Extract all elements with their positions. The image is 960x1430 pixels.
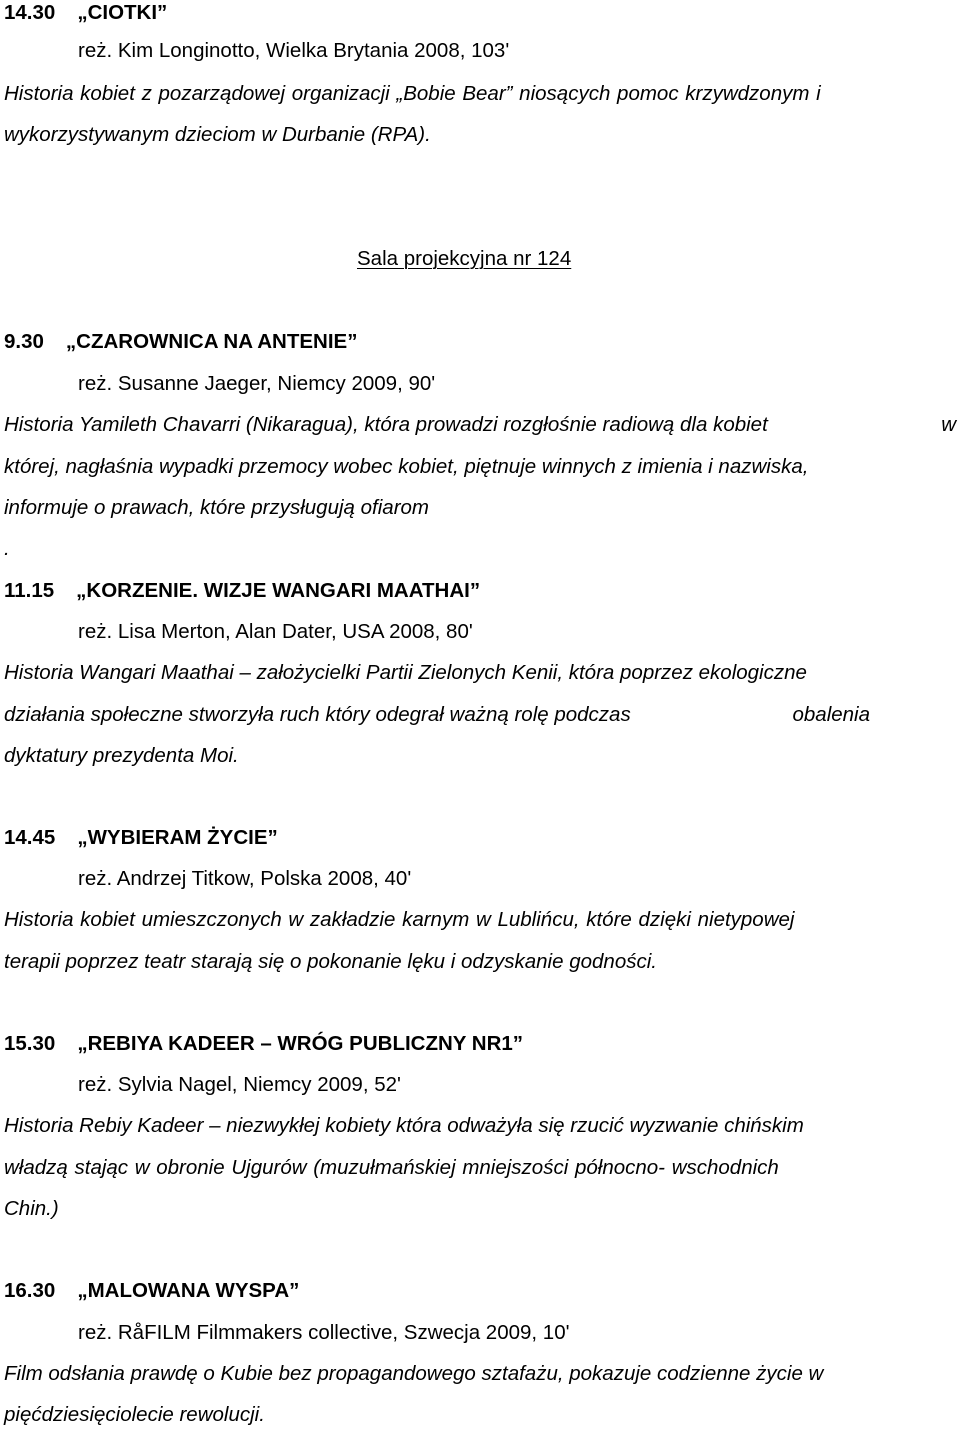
description-text: działania społeczne stworzyła ruch który odegrał ważną rolę podczas	[4, 703, 631, 726]
director-line: reż. Sylvia Nagel, Niemcy 2009, 52'	[78, 1073, 401, 1096]
description-line: której, nagłaśnia wypadki przemocy wobec kobiet, piętnuje winnych z imienia i nazwiska,	[4, 455, 809, 478]
film-title: „CZAROWNICA NA ANTENIE”	[65, 330, 358, 353]
screening-time: 11.15	[4, 579, 55, 602]
film-title: „CIOTKI”	[77, 1, 168, 24]
description-line: władzą stając w obronie Ujgurów (muzułmańskiej mniejszości północno- wschodnich	[4, 1156, 779, 1179]
screening-time: 15.30	[4, 1032, 56, 1055]
description-line: Film odsłania prawdę o Kubie bez propagandowego sztafażu, pokazuje codzienne życie w	[4, 1362, 824, 1385]
film-title: „MALOWANA WYSPA”	[77, 1279, 300, 1302]
description-line: Historia Rebiy Kadeer – niezwykłej kobiety która odważyła się rzucić wyzwanie chińskim	[4, 1114, 804, 1137]
description-line: Chin.)	[4, 1197, 59, 1220]
description-line: wykorzystywanym dzieciom w Durbanie (RPA).	[4, 123, 431, 146]
screening-heading	[4, 0, 167, 26]
screening-time: 14.45	[4, 826, 56, 849]
description-line: dyktatury prezydenta Moi.	[4, 744, 239, 767]
screening-time: 16.30	[4, 1279, 56, 1302]
description-line: terapii poprzez teatr starają się o pokonanie lęku i odzyskanie godności.	[4, 950, 657, 973]
director-line: reż. Kim Longinotto, Wielka Brytania 2008, 103'	[78, 39, 510, 62]
description-line: pięćdziesięciolecie rewolucji.	[4, 1403, 265, 1426]
description-line: .	[4, 537, 10, 560]
film-title: „KORZENIE. WIZJE WANGARI MAATHAI”	[76, 579, 481, 602]
description-text: w	[941, 413, 956, 436]
description-text: obalenia	[792, 703, 870, 726]
director-line: reż. Susanne Jaeger, Niemcy 2009, 90'	[78, 372, 436, 395]
screening-time: 14.30	[4, 1, 56, 24]
director-line: reż. Andrzej Titkow, Polska 2008, 40'	[78, 867, 412, 890]
description-line	[4, 412, 956, 438]
description-line	[4, 702, 870, 728]
screening-heading	[4, 1278, 299, 1304]
film-title: „WYBIERAM ŻYCIE”	[77, 826, 278, 849]
screening-heading	[4, 329, 357, 355]
description-text: Historia Yamileth Chavarri (Nikaragua), która prowadzi rozgłośnie radiową dla kobiet	[4, 413, 768, 436]
screening-heading	[4, 1031, 523, 1057]
director-line: reż. RåFILM Filmmakers collective, Szwecja 2009, 10'	[78, 1321, 570, 1344]
film-title: „REBIYA KADEER – WRÓG PUBLICZNY NR1”	[77, 1032, 524, 1055]
screening-heading	[4, 825, 278, 851]
description-line: Historia kobiet z pozarządowej organizacji „Bobie Bear” niosących pomoc krzywdzonym i	[4, 82, 821, 105]
director-line: reż. Lisa Merton, Alan Dater, USA 2008, 80'	[78, 620, 473, 643]
description-line: Historia kobiet umieszczonych w zakładzie karnym w Lublińcu, które dzięki nietypowej	[4, 908, 795, 931]
description-line: informuje o prawach, które przysługują ofiarom	[4, 496, 429, 519]
description-line: Historia Wangari Maathai – założycielki Partii Zielonych Kenii, która poprzez ekologiczne	[4, 661, 807, 684]
screening-heading	[4, 578, 480, 604]
room-heading: Sala projekcyjna nr 124	[357, 247, 572, 270]
screening-time: 9.30	[4, 330, 44, 353]
